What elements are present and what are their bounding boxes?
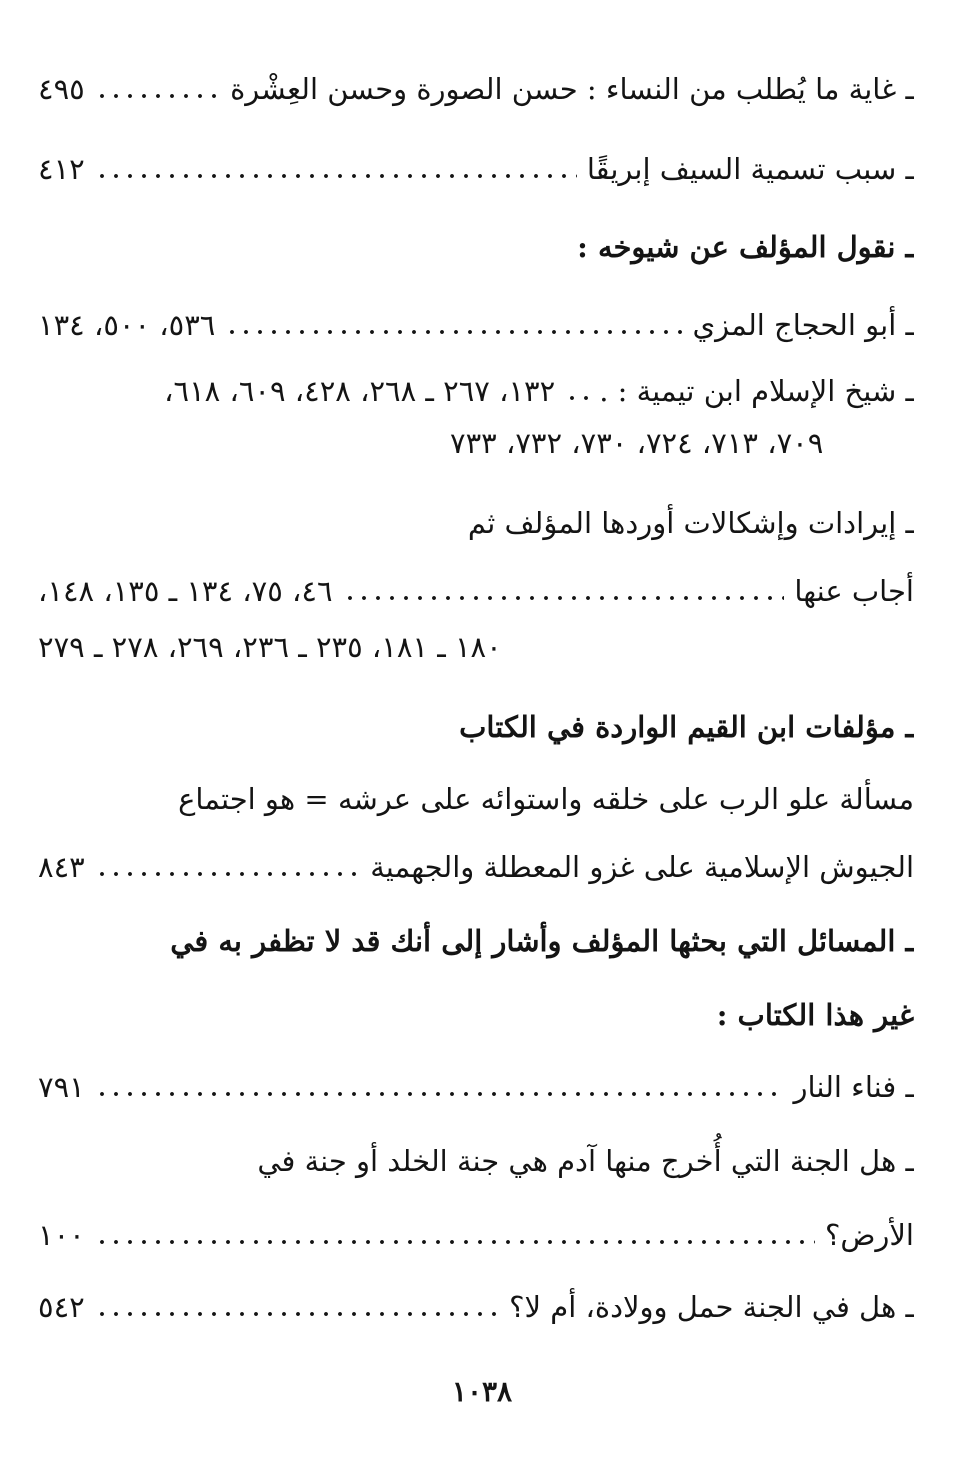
entry-text: ـ غاية ما يُطلب من النساء : حسن الصورة وحسن العِشْرة xyxy=(230,72,914,106)
page-number: ١٠٣٨ xyxy=(451,1375,513,1408)
index-entry xyxy=(38,140,914,198)
heading-text: ـ نقول المؤلف عن شيوخه : xyxy=(577,230,914,264)
entry-text: الأرض؟ xyxy=(824,1218,914,1252)
index-entry xyxy=(38,1058,914,1116)
entry-text: ـ سبب تسمية السيف إبريقًا xyxy=(586,152,914,186)
dot-leader xyxy=(95,1312,499,1316)
entry-pages: ١٠٠ xyxy=(38,1218,85,1252)
dot-leader xyxy=(95,174,577,178)
index-entry xyxy=(38,770,914,828)
entry-pages: ٥٣٦، ٥٠٠، ١٣٤ xyxy=(38,308,216,342)
dot-leader xyxy=(565,396,589,400)
index-entry xyxy=(38,362,914,420)
entry-pages: ٤٩٥ xyxy=(38,72,85,106)
heading-text: غير هذا الكتاب : xyxy=(716,998,914,1032)
dot-leader xyxy=(95,872,361,876)
index-entry xyxy=(38,838,914,896)
index-entry xyxy=(38,1132,914,1190)
entry-text: أجاب عنها xyxy=(794,574,914,608)
entry-text: ـ إيرادات وإشكالات أوردها المؤلف ثم xyxy=(467,506,914,540)
entry-text: مسألة علو الرب على خلقه واستوائه على عرشه = هو اجتماع xyxy=(178,782,914,816)
entry-text: الجيوش الإسلامية على غزو المعطلة والجهمية xyxy=(370,850,914,884)
entry-pages: ١٨٠ ـ ١٨١، ٢٣٥ ـ ٢٣٦، ٢٦٩، ٢٧٨ ـ ٢٧٩ xyxy=(38,630,502,664)
index-entry xyxy=(38,1206,914,1264)
dot-leader xyxy=(343,596,785,600)
section-heading xyxy=(38,218,914,276)
dot-leader xyxy=(95,1240,815,1244)
entry-text: ـ أبو الحجاج المزي xyxy=(692,308,914,342)
dot-leader xyxy=(95,1092,784,1096)
entry-pages: ٥٤٢ xyxy=(38,1290,85,1324)
section-heading xyxy=(38,912,914,970)
entry-pages: ٧٠٩، ٧١٣، ٧٢٤، ٧٣٠، ٧٣٢، ٧٣٣ xyxy=(450,426,824,460)
entry-pages: ٤١٢ xyxy=(38,152,85,186)
index-entry xyxy=(38,494,914,552)
entry-pages: ١٣٢، ٢٦٧ ـ ٢٦٨، ٤٢٨، ٦٠٩، ٦١٨، xyxy=(164,374,556,408)
entry-text: ـ شيخ الإسلام ابن تيمية : . xyxy=(599,374,914,408)
entry-pages-continuation xyxy=(450,414,914,472)
dot-leader xyxy=(225,330,682,334)
entry-pages: ٤٦، ٧٥، ١٣٤ ـ ١٣٥، ١٤٨، xyxy=(38,574,333,608)
index-entry xyxy=(38,562,914,620)
entry-text: ـ هل في الجنة حمل وولادة، أم لا؟ xyxy=(509,1290,914,1324)
index-entry xyxy=(38,60,914,118)
index-entry xyxy=(38,296,914,354)
section-heading xyxy=(38,698,914,756)
entry-text: ـ هل الجنة التي أُخرج منها آدم هي جنة الخلد أو جنة في xyxy=(257,1144,914,1178)
section-heading xyxy=(38,986,914,1044)
entry-text: ـ فناء النار xyxy=(793,1070,914,1104)
heading-text: ـ مؤلفات ابن القيم الواردة في الكتاب xyxy=(459,710,914,744)
entry-pages-continuation xyxy=(38,618,658,676)
index-entry xyxy=(38,1278,914,1336)
heading-text: ـ المسائل التي بحثها المؤلف وأشار إلى أنك قد لا تظفر به في xyxy=(170,924,914,958)
entry-pages: ٧٩١ xyxy=(38,1070,85,1104)
dot-leader xyxy=(95,94,220,98)
entry-pages: ٨٤٣ xyxy=(38,850,85,884)
